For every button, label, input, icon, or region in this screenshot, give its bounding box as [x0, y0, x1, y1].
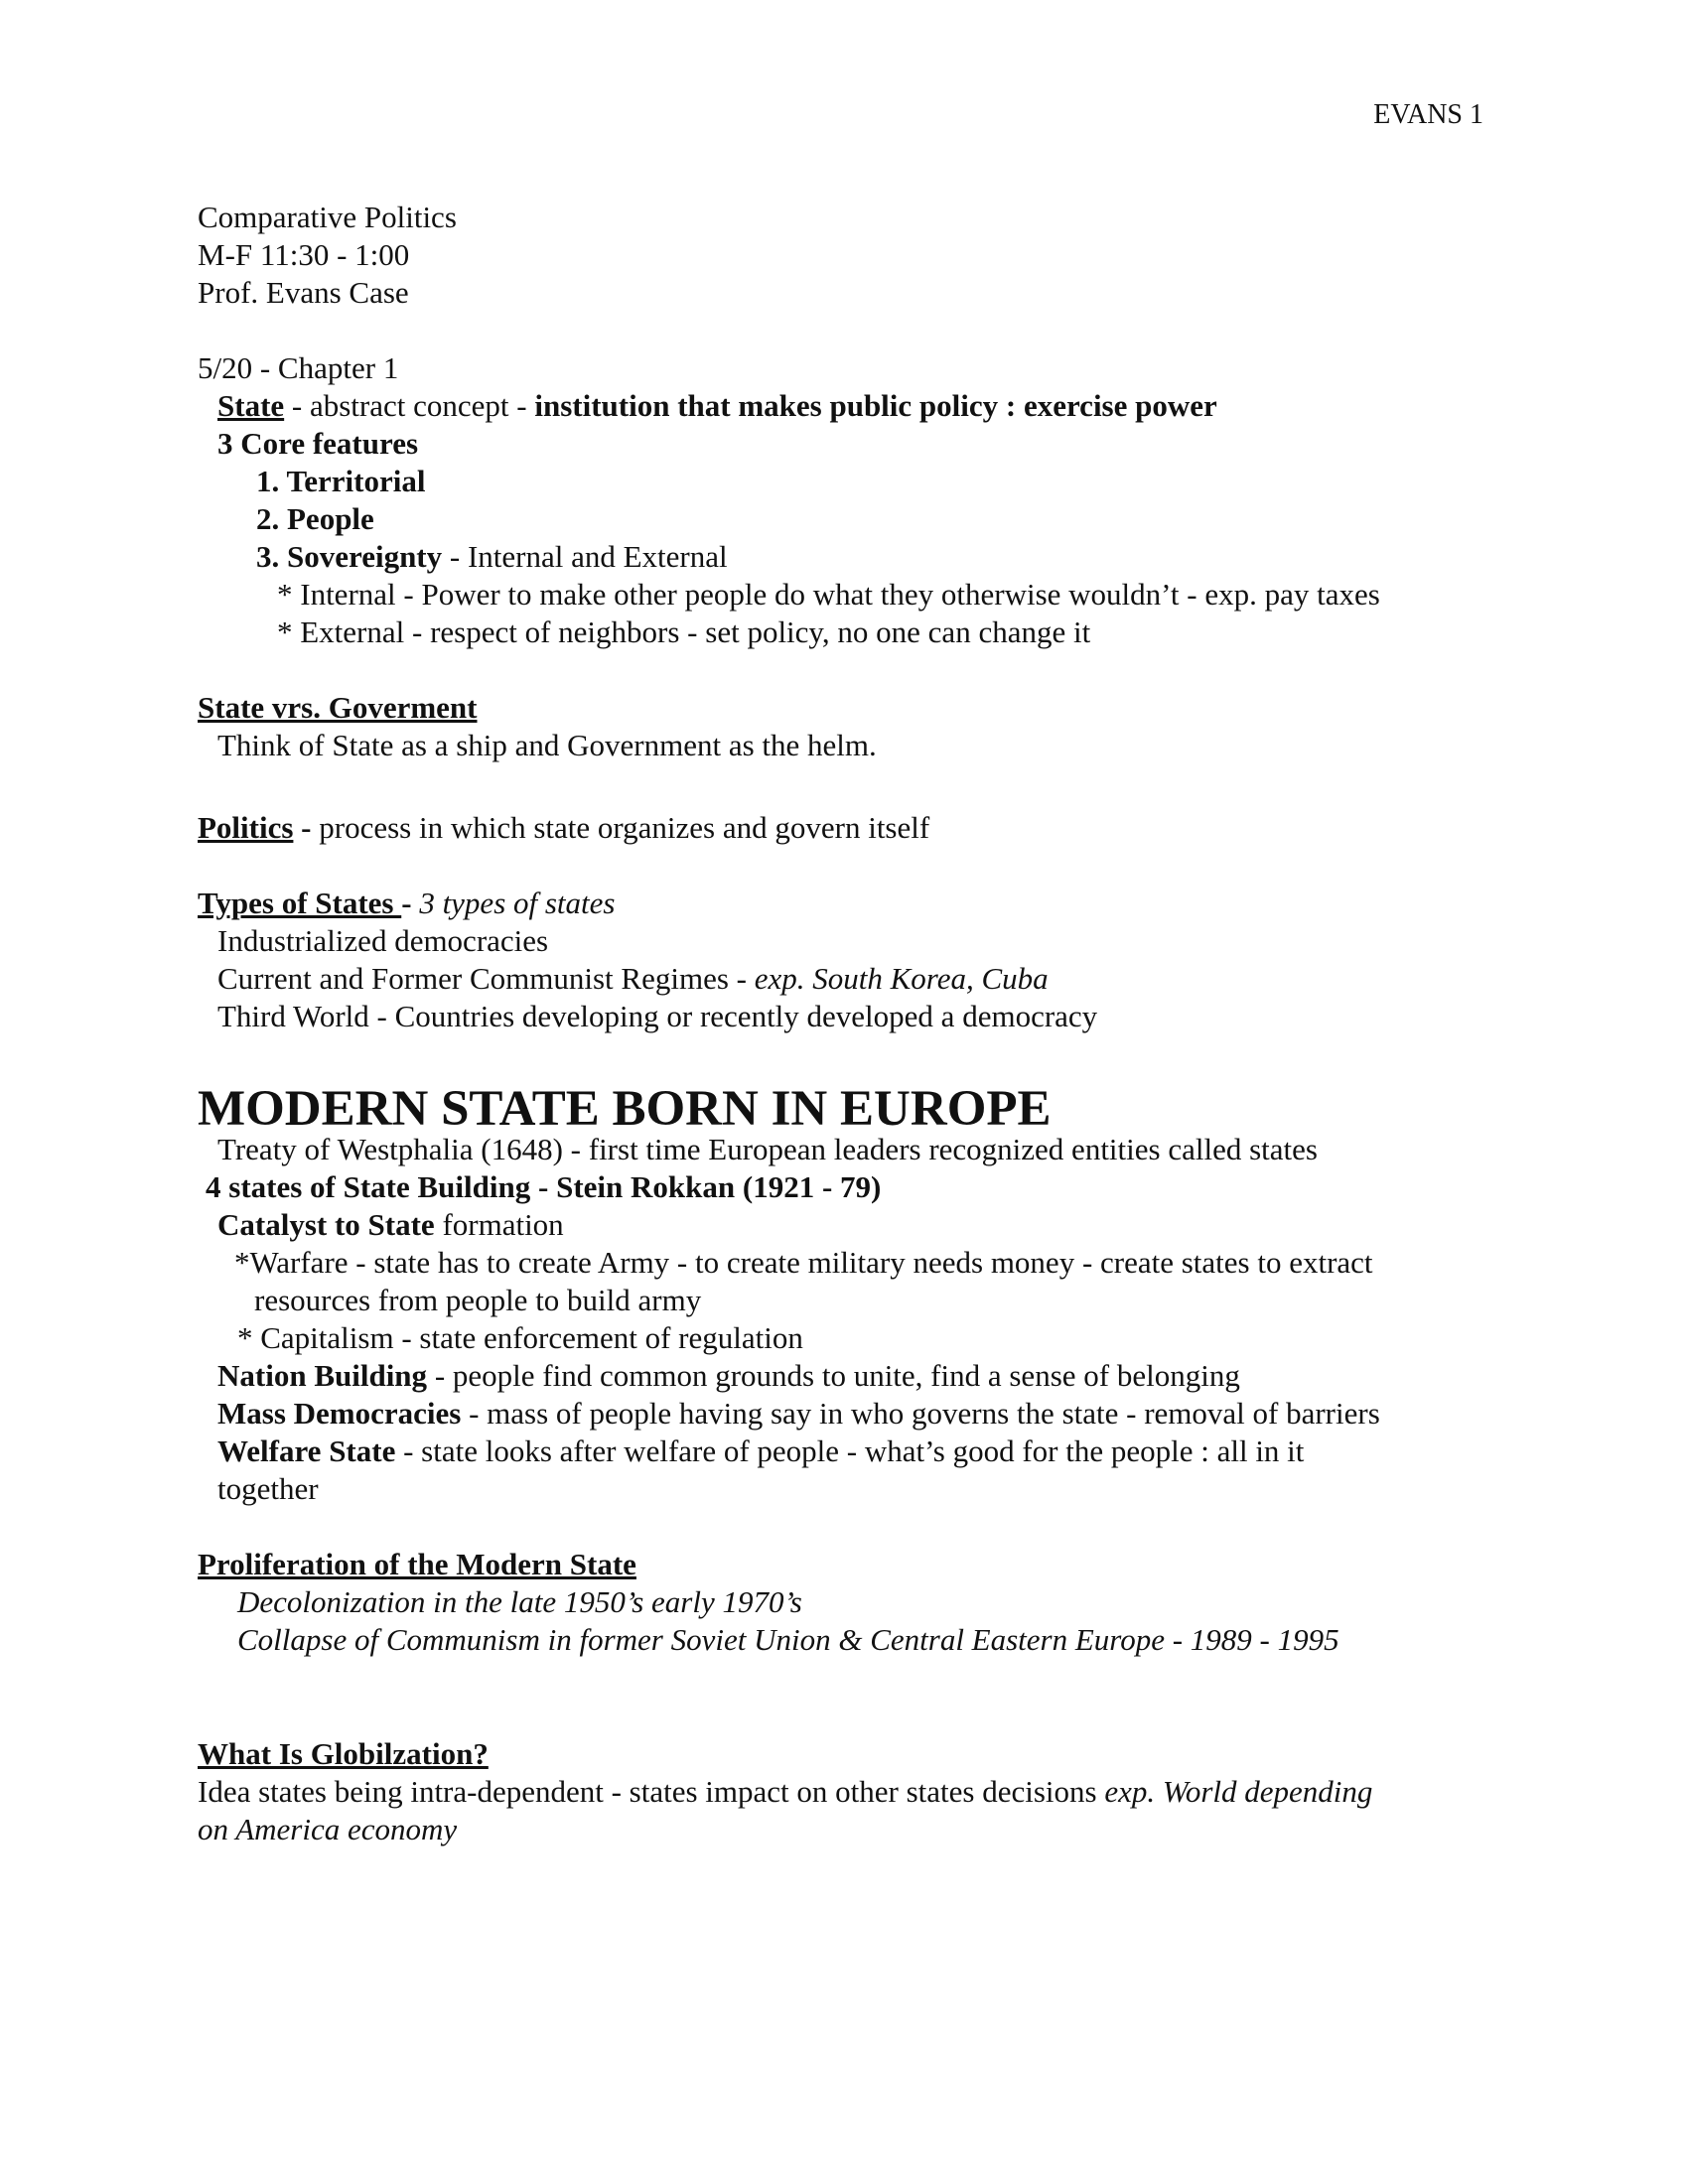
- warfare-line-2: resources from people to build army: [254, 1283, 702, 1317]
- globalization-text-continued: on America economy: [198, 1812, 458, 1846]
- globalization-heading: What Is Globilzation?: [198, 1736, 489, 1771]
- state-definition: [217, 387, 1217, 425]
- state-def-bold: institution that makes public policy : exercise power: [534, 388, 1217, 423]
- type-communist: Current and Former Communist Regimes - exp. South Korea, Cuba: [217, 961, 1049, 996]
- type-industrialized: Industrialized democracies: [217, 923, 549, 958]
- politics-definition: Politics - process in which state organizes and govern itself: [198, 810, 930, 845]
- proliferation-heading: Proliferation of the Modern State: [198, 1547, 636, 1581]
- feature-people: 2. People: [256, 501, 374, 536]
- external-note: * External - respect of neighbors - set policy, no one can change it: [277, 614, 1091, 649]
- nation-building-line: Nation Building - people find common grounds to unite, find a sense of belonging: [217, 1358, 1240, 1393]
- politics-term: Politics: [198, 810, 294, 845]
- feature-territorial: 1. Territorial: [256, 464, 426, 498]
- globalization-text: Idea states being intra-dependent - states impact on other states decisions exp. World depending: [198, 1774, 1373, 1809]
- types-heading: Types of States - 3 types of states: [198, 886, 616, 920]
- warfare-line-1: *Warfare - state has to create Army - to create military needs money - create states to extract: [234, 1245, 1373, 1280]
- page-header: EVANS 1: [1373, 99, 1483, 130]
- core-features-heading: 3 Core features: [217, 426, 419, 461]
- westphalia-line: Treaty of Westphalia (1648) - first time European leaders recognized entities called states: [217, 1132, 1318, 1166]
- type-third-world: Third World - Countries developing or recently developed a democracy: [217, 999, 1098, 1033]
- state-vs-government-heading: State vrs. Goverment: [198, 690, 478, 725]
- rokkan-line: 4 states of State Building - Stein Rokkan (1921 - 79): [206, 1169, 882, 1204]
- state-vs-government-text: Think of State as a ship and Government as the helm.: [217, 728, 877, 762]
- modern-state-heading: MODERN STATE BORN IN EUROPE: [198, 1081, 1052, 1137]
- internal-note: * Internal - Power to make other people do what they otherwise wouldn’t - exp. pay taxes: [277, 577, 1380, 612]
- mass-democracies-line: Mass Democracies - mass of people having say in who governs the state - removal of barriers: [217, 1396, 1380, 1431]
- course-schedule: M-F 11:30 - 1:00: [198, 237, 410, 272]
- welfare-state-continued: together: [217, 1471, 319, 1506]
- catalyst-line: Catalyst to State formation: [217, 1207, 564, 1242]
- course-professor: Prof. Evans Case: [198, 275, 409, 310]
- proliferation-item-decolonization: Decolonization in the late 1950’s early 1970’s: [237, 1584, 802, 1619]
- state-def-plain: - abstract concept -: [284, 388, 535, 423]
- feature-sovereignty: 3. Sovereignty - Internal and External: [256, 539, 728, 574]
- course-title: Comparative Politics: [198, 200, 457, 234]
- welfare-state-line: Welfare State - state looks after welfare of people - what’s good for the people : all in it: [217, 1433, 1305, 1468]
- chapter-heading: 5/20 - Chapter 1: [198, 350, 399, 385]
- state-term: State: [217, 388, 285, 423]
- capitalism-line: * Capitalism - state enforcement of regulation: [237, 1320, 803, 1355]
- proliferation-item-communism: Collapse of Communism in former Soviet Union & Central Eastern Europe - 1989 - 1995: [237, 1622, 1339, 1657]
